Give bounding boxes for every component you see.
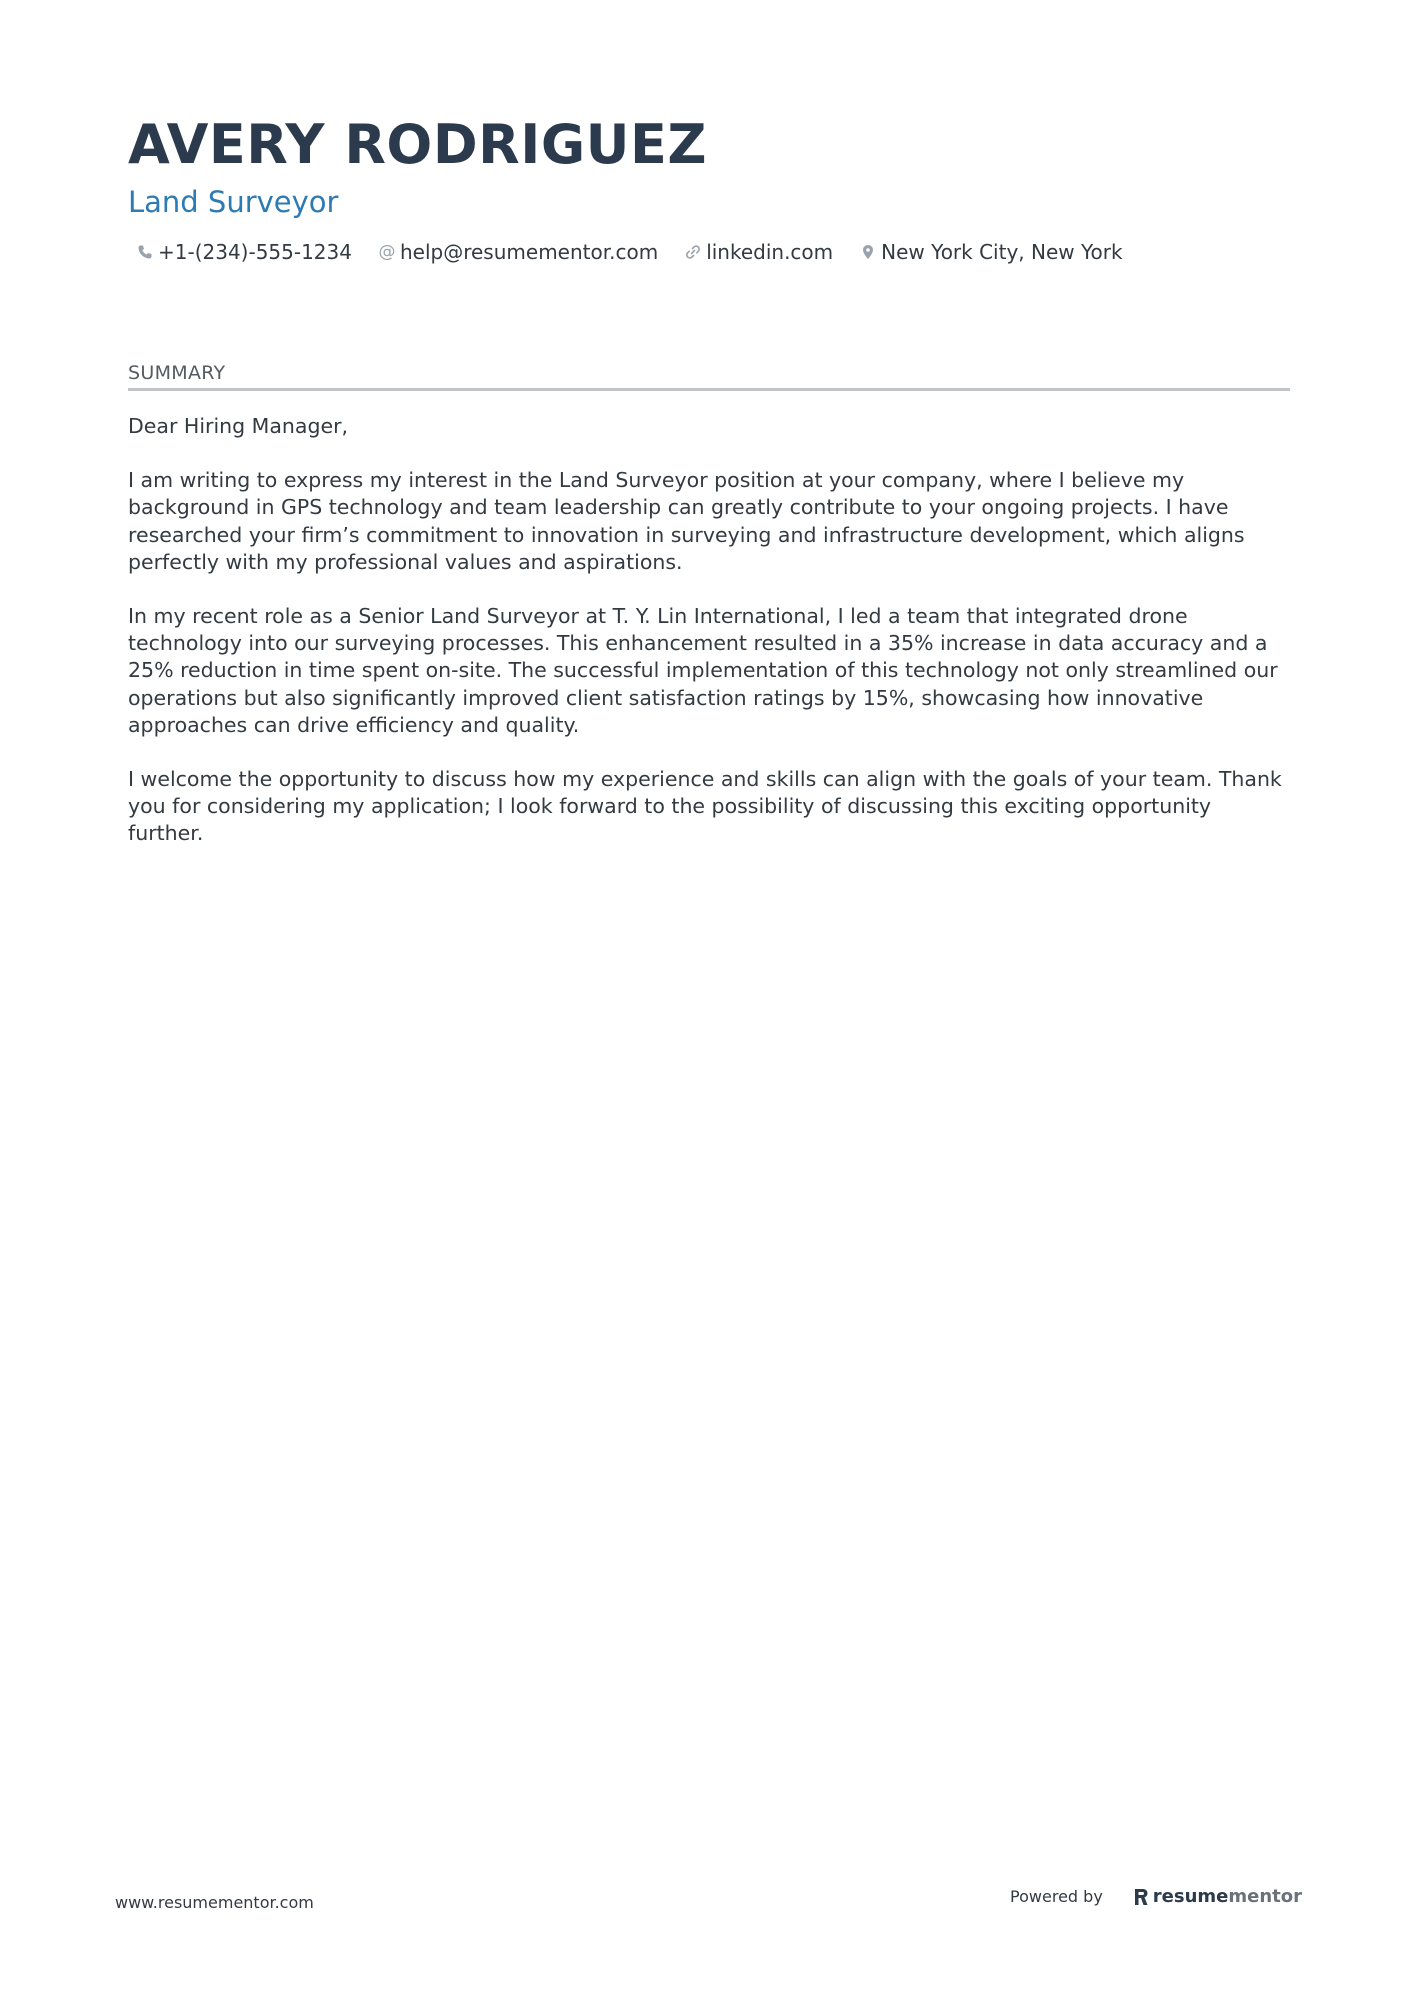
phone-text: +1-(234)-555-1234 bbox=[158, 240, 352, 264]
location-text: New York City, New York bbox=[881, 240, 1123, 264]
salutation: Dear Hiring Manager, bbox=[128, 414, 349, 438]
footer-branding bbox=[1010, 1886, 1302, 1907]
footer-website[interactable]: www.resumementor.com bbox=[115, 1893, 314, 1912]
phone-icon bbox=[136, 243, 154, 261]
section-title: SUMMARY bbox=[128, 360, 1290, 391]
summary-section bbox=[128, 360, 1290, 875]
cover-letter-body bbox=[128, 413, 1290, 848]
resumementor-logo-icon bbox=[1133, 1887, 1149, 1907]
candidate-name: AVERY RODRIGUEZ bbox=[128, 113, 708, 176]
brand-name-part2: mentor bbox=[1228, 1886, 1302, 1907]
powered-by-text: Powered by bbox=[1010, 1887, 1103, 1906]
paragraph: In my recent role as a Senior Land Surveyor at T. Y. Lin International, I led a team that integrated drone technology into our surveying processes. This enhancement resulted in a 35% increase in data accuracy and a 25% reduction in time spent on-site. The successful implementation of this technology not only streamlined our operations but also significantly improved client satisfaction ratings by 15%, showcasing how innovative approaches can drive efficiency and quality. bbox=[128, 604, 1278, 737]
resume-header bbox=[128, 110, 1290, 264]
contact-email[interactable] bbox=[378, 240, 658, 264]
contact-phone bbox=[136, 240, 352, 264]
brand-logo[interactable] bbox=[1133, 1886, 1302, 1907]
at-icon: @ bbox=[378, 242, 396, 262]
contact-linkedin[interactable] bbox=[684, 240, 833, 264]
job-title: Land Surveyor bbox=[128, 185, 339, 219]
contact-location bbox=[859, 240, 1122, 264]
brand-name-part1: resume bbox=[1152, 1886, 1229, 1907]
map-pin-icon bbox=[859, 243, 877, 261]
contact-bar bbox=[136, 240, 1290, 264]
email-text[interactable]: help@resumementor.com bbox=[399, 240, 659, 264]
paragraph: I am writing to express my interest in the Land Surveyor position at your company, where I believe my background in GPS technology and team leadership can greatly contribute to your ongoing projects. I have researched your firm’s commitment to innovation in surveying and infrastructure development, which aligns perfectly with my professional values and aspirations. bbox=[128, 468, 1245, 574]
paragraph: I welcome the opportunity to discuss how my experience and skills can align with the goals of your team. Thank you for considering my application; I look forward to the possibility of discussing this exciting opportunity further. bbox=[128, 767, 1282, 846]
linkedin-text[interactable]: linkedin.com bbox=[706, 240, 834, 264]
link-icon bbox=[684, 243, 702, 261]
